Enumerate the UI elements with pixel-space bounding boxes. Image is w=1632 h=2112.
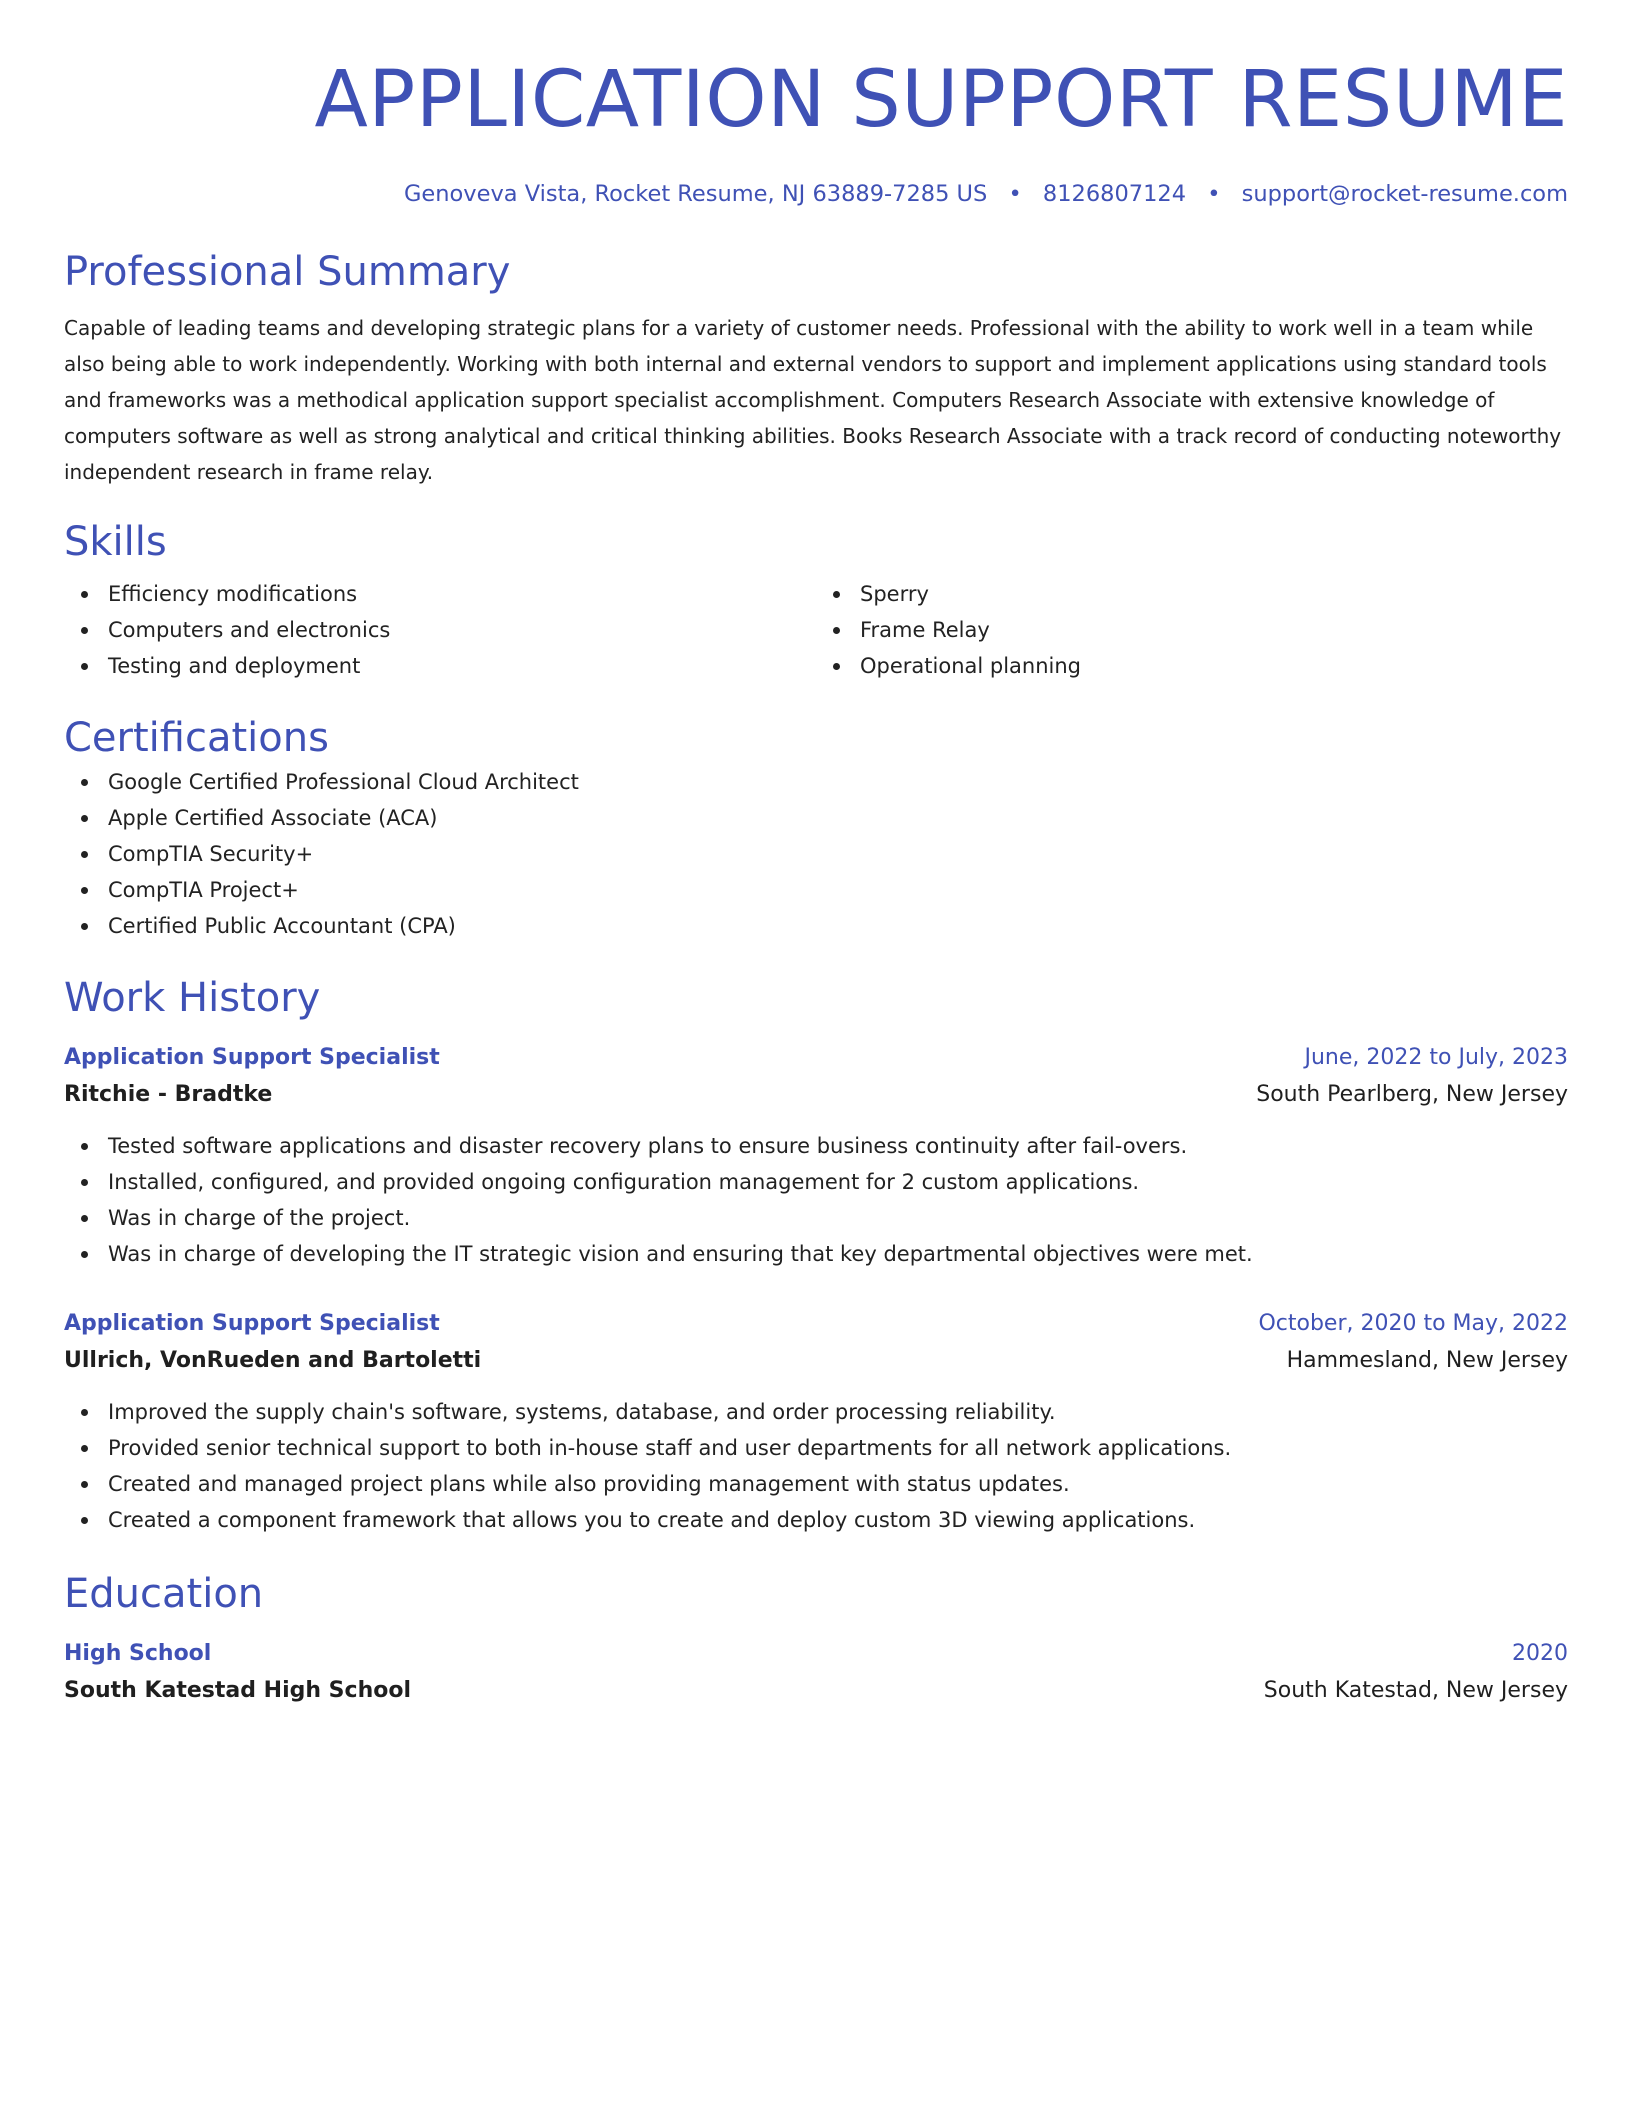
job-dates: June, 2022 to July, 2023	[1304, 1045, 1568, 1070]
job-bullet: Provided senior technical support to both in-house staff and user departments for all network applications.	[64, 1430, 1568, 1466]
job-location: South Pearlberg, New Jersey	[1256, 1082, 1568, 1107]
job-role: Application Support Specialist	[64, 1045, 440, 1070]
job-header	[64, 1040, 1568, 1076]
education-location: South Katestad, New Jersey	[1263, 1678, 1568, 1703]
skills-heading: Skills	[64, 519, 167, 565]
job-company: Ritchie - Bradtke	[64, 1082, 273, 1107]
summary-text: Capable of leading teams and developing strategic plans for a variety of customer needs. Professional with the ability to work well in a team while also being able to work independently. Working with both internal and external vendors to support and implement applications using standard tools and frameworks was a methodical application support specialist accomplishment. Computers Research Associate with extensive knowledge of computers software as well as strong analytical and critical thinking abilities. Books Research Associate with a track record of conducting noteworthy independent research in frame relay.	[64, 316, 1562, 484]
job-company: Ullrich, VonRueden and Bartoletti	[64, 1348, 482, 1373]
job-header	[64, 1306, 1568, 1342]
skills-column-left	[64, 576, 816, 684]
job-bullet: Was in charge of the project.	[64, 1200, 1568, 1236]
job-bullet: Created and managed project plans while also providing management with status updates.	[64, 1466, 1568, 1502]
skills-list	[64, 576, 1568, 684]
certification-item: Apple Certified Associate (ACA)	[64, 800, 1568, 836]
contact-address: Genoveva Vista, Rocket Resume, NJ 63889-7285 US	[404, 181, 988, 207]
job-bullet: Was in charge of developing the IT strategic vision and ensuring that key departmental objectives were met.	[64, 1236, 1568, 1272]
job-bullet: Improved the supply chain's software, systems, database, and order processing reliability.	[64, 1394, 1568, 1430]
contact-email[interactable]: support@rocket-resume.com	[1241, 181, 1568, 207]
job-bullet: Tested software applications and disaster recovery plans to ensure business continuity after fail-overs.	[64, 1128, 1568, 1164]
job-bullets	[64, 1128, 1568, 1272]
job-role: Application Support Specialist	[64, 1311, 440, 1336]
skill-item: Computers and electronics	[64, 612, 816, 648]
job-entry	[64, 1306, 1568, 1538]
certification-item: CompTIA Project+	[64, 872, 1568, 908]
job-entry	[64, 1040, 1568, 1272]
education-year: 2020	[1512, 1641, 1568, 1666]
education-degree: High School	[64, 1641, 212, 1666]
skill-item: Frame Relay	[816, 612, 1568, 648]
contact-phone[interactable]: 8126807124	[1042, 181, 1187, 207]
education-school: South Katestad High School	[64, 1678, 411, 1703]
job-bullet: Created a component framework that allows you to create and deploy custom 3D viewing applications.	[64, 1502, 1568, 1538]
education-subheader	[64, 1672, 1568, 1710]
job-bullet: Installed, configured, and provided ongoing configuration management for 2 custom applications.	[64, 1164, 1568, 1200]
skills-column-right	[816, 576, 1568, 684]
resume-title: APPLICATION SUPPORT RESUME	[314, 55, 1568, 145]
certification-item: Certified Public Accountant (CPA)	[64, 908, 1568, 944]
skill-item: Operational planning	[816, 648, 1568, 684]
job-location: Hammesland, New Jersey	[1286, 1348, 1568, 1373]
education-heading: Education	[64, 1571, 264, 1617]
skill-item: Sperry	[816, 576, 1568, 612]
contact-separator: •	[1207, 181, 1221, 207]
work-history-heading: Work History	[64, 975, 321, 1021]
certification-item: CompTIA Security+	[64, 836, 1568, 872]
education-entry	[64, 1636, 1568, 1710]
job-bullets	[64, 1394, 1568, 1538]
skill-item: Efficiency modifications	[64, 576, 816, 612]
job-subheader	[64, 1342, 1568, 1380]
summary-heading: Professional Summary	[64, 249, 511, 295]
contact-separator: •	[1008, 181, 1022, 207]
job-dates: October, 2020 to May, 2022	[1258, 1311, 1568, 1336]
contact-line	[64, 178, 1568, 210]
certifications-list	[64, 764, 1568, 944]
education-header	[64, 1636, 1568, 1672]
certifications-heading: Certifications	[64, 715, 329, 761]
skill-item: Testing and deployment	[64, 648, 816, 684]
job-subheader	[64, 1076, 1568, 1114]
certification-item: Google Certified Professional Cloud Architect	[64, 764, 1568, 800]
